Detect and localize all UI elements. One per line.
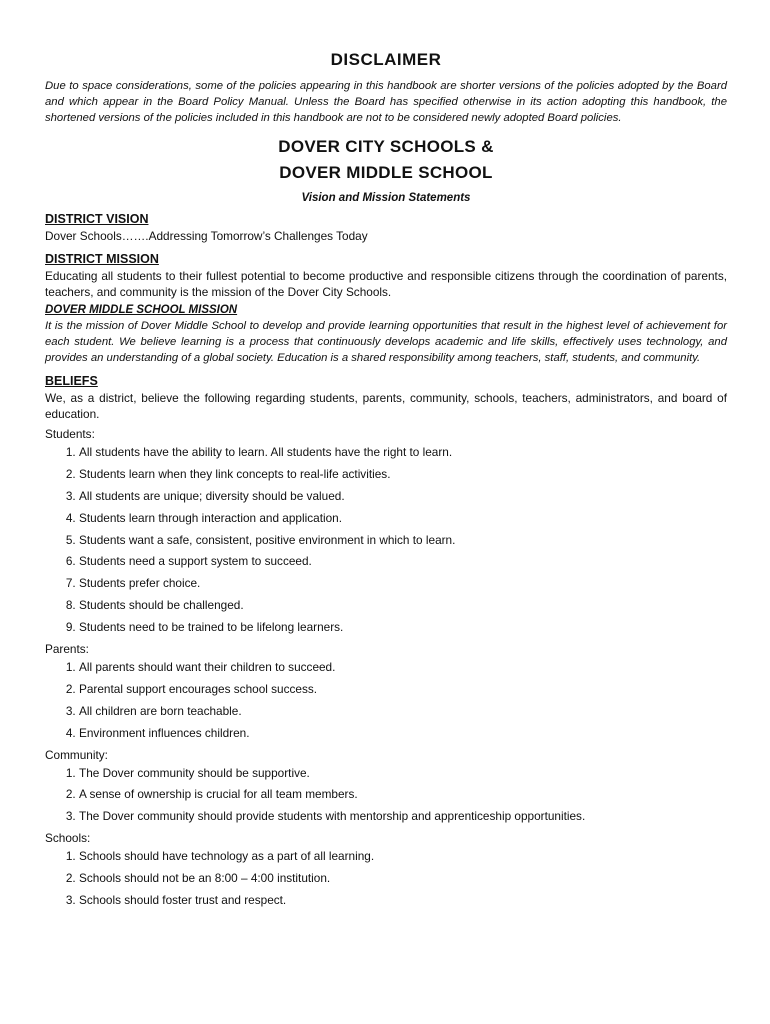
disclaimer-text: Due to space considerations, some of the policies appearing in this handbook are shorter versions of the policies adopted by the Board and which appear in the Board Policy Manual. Unless the Board has specified otherwise in its action adopting this handbook, the shortened versions of the policies included in this handbook are not to be considered newly adopted Board policies. [45,80,727,124]
list-item: 6. Students need a support system to succeed. [79,553,727,569]
parents-list [45,659,727,741]
school-title-line-2: DOVER MIDDLE SCHOOL [279,163,493,182]
list-item: 1. The Dover community should be supportive. [79,765,727,781]
beliefs-schools-group [45,830,727,908]
disclaimer-title: DISCLAIMER [330,50,442,69]
district-vision-heading: DISTRICT VISION [45,212,149,226]
beliefs-community-group [45,747,727,825]
list-item: 1. All parents should want their children to succeed. [79,659,727,675]
students-label: Students: [45,427,95,441]
list-item: 2. Schools should not be an 8:00 – 4:00 institution. [79,870,727,886]
list-item: 1. Schools should have technology as a part of all learning. [79,848,727,864]
list-item: 3. All children are born teachable. [79,703,727,719]
list-item: 2. A sense of ownership is crucial for all team members. [79,786,727,802]
beliefs-students-group [45,426,727,635]
school-mission-text: It is the mission of Dover Middle School to develop and provide learning opportunities that result in the highest level of achievement for each student. We believe learning is a process that continuously develops academic and life skills, effectively uses technology, and provides an understanding of a global society. Education is a shared responsibility among teachers, staff, students, and community. [45,320,727,364]
district-mission-text: Educating all students to their fullest potential to become productive and responsible citizens through the coordination of parents, teachers, and community is the mission of the Dover City Schools. [45,269,727,299]
beliefs-intro: We, as a district, believe the following regarding students, parents, community, schools, teachers, administrators, and board of education. [45,391,727,421]
list-item: 1. All students have the ability to learn. All students have the right to learn. [79,444,727,460]
school-mission-heading: DOVER MIDDLE SCHOOL MISSION [45,304,238,316]
list-item: 4. Environment influences children. [79,725,727,741]
list-item: 3. Schools should foster trust and respect. [79,892,727,908]
school-title-line-1: DOVER CITY SCHOOLS & [278,137,494,156]
subtitle: Vision and Mission Statements [301,192,471,204]
community-list [45,765,727,825]
list-item: 9. Students need to be trained to be lifelong learners. [79,619,727,635]
community-label: Community: [45,747,108,762]
schools-list [45,848,727,908]
beliefs-parents-group [45,641,727,741]
list-item: 7. Students prefer choice. [79,575,727,591]
list-item: 2. Parental support encourages school success. [79,681,727,697]
students-list [45,444,727,635]
district-mission-heading: DISTRICT MISSION [45,252,159,266]
list-item: 8. Students should be challenged. [79,597,727,613]
handbook-page [45,50,727,914]
district-vision-text: Dover Schools…….Addressing Tomorrow’s Challenges Today [45,229,368,243]
list-item: 4. Students learn through interaction and application. [79,510,727,526]
list-item: 2. Students learn when they link concepts to real-life activities. [79,466,727,482]
parents-label: Parents: [45,642,89,657]
list-item: 3. The Dover community should provide students with mentorship and apprenticeship opportunities. [79,808,727,824]
beliefs-heading: BELIEFS [45,374,98,388]
schools-label: Schools: [45,831,91,846]
list-item: 5. Students want a safe, consistent, positive environment in which to learn. [79,532,727,548]
list-item: 3. All students are unique; diversity should be valued. [79,488,727,504]
